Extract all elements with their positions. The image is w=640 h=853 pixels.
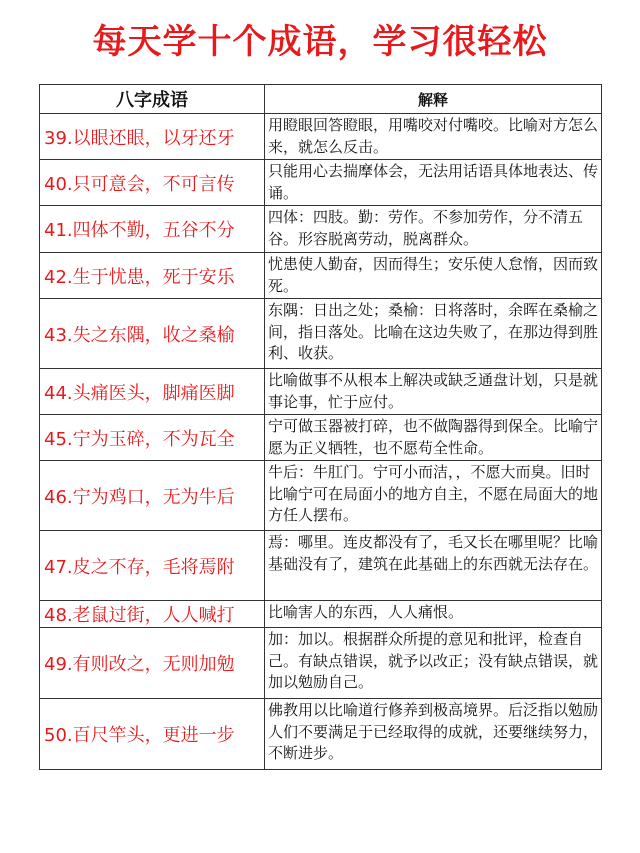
explanation-cell: 焉：哪里。连皮都没有了，毛又长在哪里呢？比喻基础没有了，建筑在此基础上的东西就无法存在。 — [265, 531, 602, 601]
explanation-cell: 加：加以。根据群众所提的意见和批评，检查自己。有缺点错误，就予以改正；没有缺点错误，就加以勉励自己。 — [265, 628, 602, 699]
table-row — [40, 114, 602, 160]
table-row — [40, 461, 602, 531]
explanation-cell: 比喻害人的东西，人人痛恨。 — [265, 601, 602, 628]
idiom-cell: 44.头痛医头，脚痛医脚 — [40, 369, 265, 415]
explanation-cell: 牛后：牛肛门。宁可小而洁，，不愿大而臭。旧时比喻宁可在局面小的地方自主，不愿在局面大的地方任人摆布。 — [265, 461, 602, 531]
table-row — [40, 160, 602, 206]
column-header-idiom: 八字成语 — [40, 85, 265, 114]
table-row — [40, 253, 602, 299]
table-row — [40, 299, 602, 369]
page-title: 每天学十个成语，学习很轻松 — [92, 22, 548, 62]
explanation-cell: 忧患使人勤奋，因而得生；安乐使人怠惰，因而致死。 — [265, 253, 602, 299]
idiom-cell: 43.失之东隅，收之桑榆 — [40, 299, 265, 369]
explanation-cell: 四体：四肢。勤：劳作。不参加劳作，分不清五谷。形容脱离劳动，脱离群众。 — [265, 206, 602, 253]
idiom-cell: 39.以眼还眼，以牙还牙 — [40, 114, 265, 160]
idiom-cell: 47.皮之不存，毛将焉附 — [40, 531, 265, 601]
table-row — [40, 699, 602, 770]
explanation-cell: 宁可做玉器被打碎，也不做陶器得到保全。比喻宁愿为正义牺牲，也不愿苟全性命。 — [265, 415, 602, 461]
idiom-cell: 46.宁为鸡口，无为牛后 — [40, 461, 265, 531]
idiom-cell: 50.百尺竿头，更进一步 — [40, 699, 265, 770]
table-row — [40, 415, 602, 461]
explanation-cell: 比喻做事不从根本上解决或缺乏通盘计划，只是就事论事，忙于应付。 — [265, 369, 602, 415]
idiom-cell: 41.四体不勤，五谷不分 — [40, 206, 265, 253]
table-row — [40, 369, 602, 415]
table-row — [40, 601, 602, 628]
explanation-cell: 用瞪眼回答瞪眼，用嘴咬对付嘴咬。比喻对方怎么来，就怎么反击。 — [265, 114, 602, 160]
table-row — [40, 628, 602, 699]
explanation-cell: 佛教用以比喻道行修养到极高境界。后泛指以勉励人们不要满足于已经取得的成就，还要继续努力，不断进步。 — [265, 699, 602, 770]
table-row — [40, 206, 602, 253]
idiom-cell: 45.宁为玉碎，不为瓦全 — [40, 415, 265, 461]
explanation-cell: 只能用心去揣摩体会，无法用话语具体地表达、传诵。 — [265, 160, 602, 206]
explanation-cell: 东隅：日出之处；桑榆：日将落时，余晖在桑榆之间，指日落处。比喻在这边失败了，在那边得到胜利、收获。 — [265, 299, 602, 369]
idiom-cell: 40.只可意会，不可言传 — [40, 160, 265, 206]
idiom-cell: 49.有则改之，无则加勉 — [40, 628, 265, 699]
column-header-explanation: 解释 — [265, 85, 602, 114]
idiom-cell: 48.老鼠过街，人人喊打 — [40, 601, 265, 628]
table-header-row — [40, 85, 602, 114]
table-row — [40, 531, 602, 601]
idiom-table — [39, 84, 602, 770]
idiom-cell: 42.生于忧患，死于安乐 — [40, 253, 265, 299]
